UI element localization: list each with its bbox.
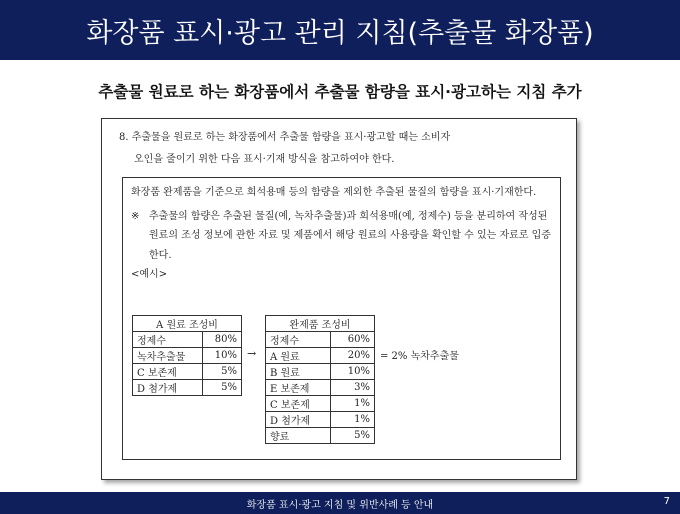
- table-row: [133, 332, 242, 348]
- table-cell: 10%: [331, 364, 375, 380]
- table-row: [266, 428, 375, 444]
- table-cell: 정제수: [133, 332, 203, 348]
- table-row: [266, 396, 375, 412]
- table-row: [266, 380, 375, 396]
- table-cell: D 첨가제: [266, 412, 331, 428]
- table-cell: C 보존제: [266, 396, 331, 412]
- table-row: [266, 348, 375, 364]
- table-cell: 5%: [203, 364, 242, 380]
- table-cell: D 첨가제: [133, 380, 203, 396]
- table-cell: 정제수: [266, 332, 331, 348]
- arrow-icon: →: [247, 347, 257, 360]
- guideline-paragraph: 화장품 완제품을 기준으로 희석용매 등의 함량을 제외한 추출된 물질의 함량을 표시·기재한다.: [131, 187, 537, 198]
- table-row: [133, 348, 242, 364]
- note-mark: ※: [131, 210, 140, 222]
- guideline-text: [131, 183, 551, 285]
- note-text: 추출물의 함량은 추출된 물질(예, 녹차추출물)과 희석용매(예, 정제수) 등을 분리하여 작성된 원료의 조성 정보에 관한 자료 및 제품에서 해당 원료의 사용량을 확인할 수 있는 자료로 입증한다.: [149, 210, 551, 261]
- table-cell: 60%: [331, 332, 375, 348]
- table-cell: 80%: [203, 332, 242, 348]
- table-b-title: 완제품 조성비: [266, 316, 375, 332]
- result-text: = 2% 녹차추출물: [380, 351, 459, 362]
- page-title: 화장품 표시·광고 관리 지침(추출물 화장품): [86, 17, 594, 49]
- table-cell: 1%: [331, 396, 375, 412]
- footer-bar: [0, 492, 680, 514]
- item-8-line-1: 8. 추출물을 원료로 하는 화장품에서 추출물 함량을 표시·광고할 때는 소비자: [119, 132, 451, 143]
- table-row: [266, 332, 375, 348]
- table-cell: 20%: [331, 348, 375, 364]
- note: [131, 207, 551, 266]
- table-cell: 5%: [331, 428, 375, 444]
- table-cell: B 원료: [266, 364, 331, 380]
- table-cell: 3%: [331, 380, 375, 396]
- table-a-title: A 원료 조성비: [133, 316, 242, 332]
- table-b-composition: [265, 315, 375, 444]
- item-8-text: [119, 127, 564, 171]
- table-cell: 1%: [331, 412, 375, 428]
- title-bar: [0, 0, 680, 60]
- table-cell: 10%: [203, 348, 242, 364]
- table-cell: 향료: [266, 428, 331, 444]
- table-cell: C 보존제: [133, 364, 203, 380]
- footer-text: 화장품 표시·광고 지침 및 위반사례 등 안내: [246, 499, 434, 511]
- page-number: 7: [663, 496, 670, 507]
- example-label: <예시>: [131, 269, 168, 280]
- table-cell: A 원료: [266, 348, 331, 364]
- table-a-composition: [132, 315, 242, 396]
- table-row: [266, 364, 375, 380]
- table-cell: 5%: [203, 380, 242, 396]
- table-cell: 녹차추출물: [133, 348, 203, 364]
- item-8-line-2: 오인을 줄이기 위한 다음 표시·기재 방식을 참고하여야 한다.: [134, 154, 395, 165]
- table-row: [133, 380, 242, 396]
- table-row: [133, 364, 242, 380]
- table-row: [266, 412, 375, 428]
- slide-subtitle: 추출물 원료로 하는 화장품에서 추출물 함량을 표시·광고하는 지침 추가: [98, 83, 582, 101]
- table-cell: E 보존제: [266, 380, 331, 396]
